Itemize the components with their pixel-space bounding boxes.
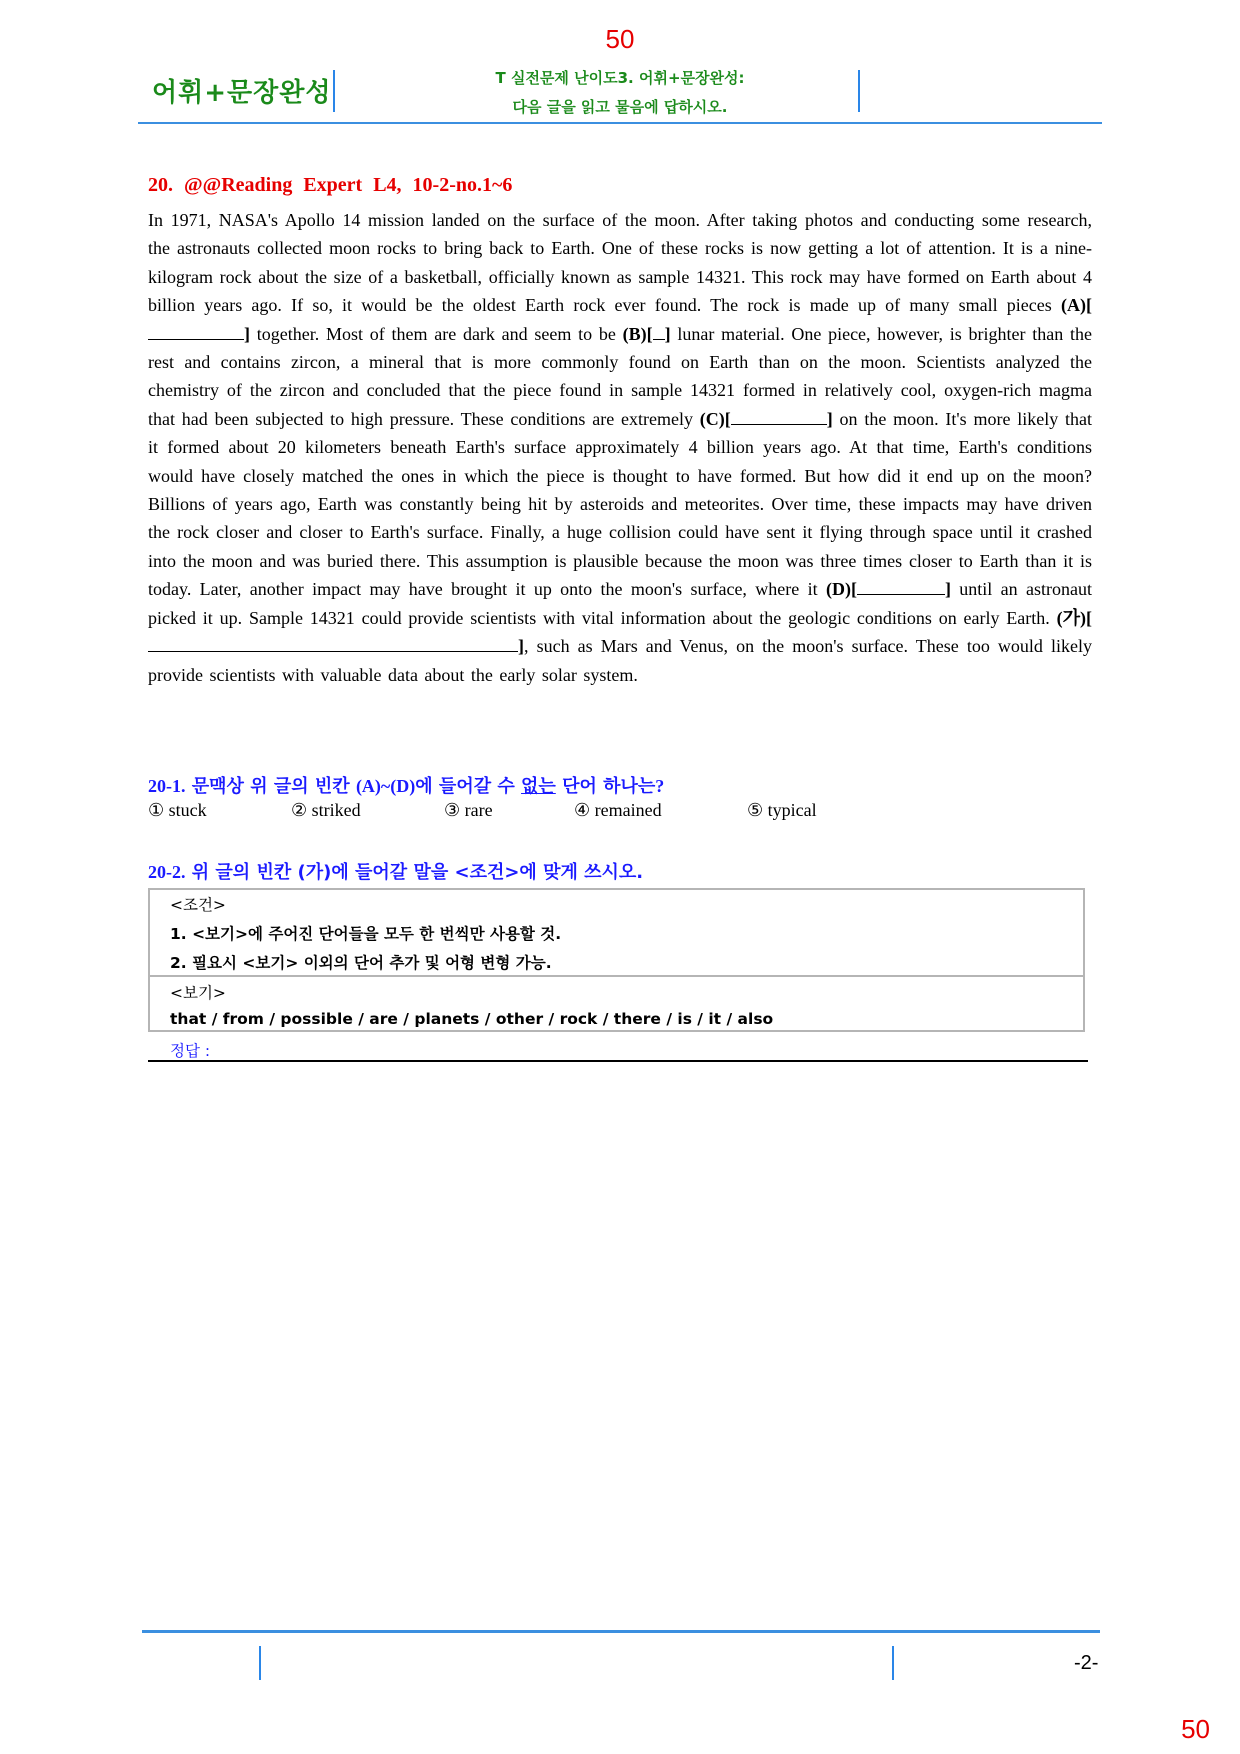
bracket-close-a: ]: [244, 323, 250, 344]
blank-b-label: (B)[: [622, 323, 653, 344]
passage-text-4: on the moon. It's more likely that it formed about 20 kilometers beneath Earth's surface approximately 4 billion years ago. At that time, Earth's conditions would have closely matched the ones in which the piece is thought to have formed. But how did it end up on the moon? Billions of years ago, Earth was constantly being hit by asteroids and meteorites. Over time, these impacts may have driven the rock closer and closer to Earth's surface. Finally, a huge collision could have sent it flying through space until it crashed into the moon and was buried there. This assumption is plausible because the moon was three times closer to Earth than it is today. Later, another impact may have brought it up onto the moon's surface, where it: [148, 408, 1093, 600]
bracket-close-b: ]: [664, 323, 671, 344]
blank-d[interactable]: [857, 578, 945, 595]
choice-4[interactable]: [574, 800, 662, 821]
bogi-header: <보기>: [170, 984, 226, 1002]
choice-5[interactable]: [747, 800, 817, 821]
header-subtitle-line2: 다음 글을 읽고 물음에 답하시오.: [512, 98, 728, 116]
header-rule: [138, 122, 1102, 124]
sub-question-2-text-after: 에 들어갈 말을 <조건>에 맞게 쓰시오.: [331, 862, 644, 883]
answer-label: 정답 :: [170, 1042, 211, 1060]
choice-5-marker: ⑤: [747, 800, 764, 820]
footer-divider-left: [259, 1646, 261, 1680]
conditions-divider: [148, 975, 1085, 977]
blank-a[interactable]: [148, 323, 244, 340]
blank-d-label: (D)[: [825, 579, 857, 600]
choice-1-text: stuck: [168, 800, 207, 820]
sub-question-1-number: 20-1.: [148, 776, 186, 796]
header-divider-right: [858, 70, 860, 112]
sub-question-1-text-mid: 에 들어갈 수: [415, 776, 522, 797]
bracket-close-ga: ]: [518, 636, 524, 657]
passage: [148, 206, 1092, 689]
choice-2-marker: ②: [291, 800, 308, 820]
choice-1-marker: ①: [148, 800, 165, 820]
sub-question-1-range: (A)~(D): [355, 776, 416, 796]
choice-3-marker: ③: [444, 800, 461, 820]
sub-question-1-text: 문맥상 위 글의 빈칸: [185, 776, 356, 797]
choice-2-text: striked: [311, 800, 361, 820]
blank-ga[interactable]: [148, 635, 518, 652]
passage-text-5: until an astronaut picked it up. Sample 14321 could provide scientists with vital information about the geologic conditions on early Earth.: [148, 579, 1092, 628]
header-divider-left: [333, 70, 335, 112]
page-number-top: 50: [605, 24, 635, 54]
bracket-close-d: ]: [944, 579, 951, 600]
header-subtitle: [400, 64, 840, 122]
footer-divider-right: [892, 1646, 894, 1680]
passage-text-6: , such as Mars and Venus, on the moon's surface. These too would likely provide scientists with valuable data about the early solar system.: [148, 636, 1092, 685]
condition-1: 1. <보기>에 주어진 단어들을 모두 한 번씩만 사용할 것.: [170, 925, 562, 943]
sub-question-1-text-after: 단어 하나는: [555, 776, 656, 797]
sub-question-2: [148, 858, 643, 884]
passage-text-2: together. Most of them are dark and seem to be: [250, 323, 623, 344]
sub-question-2-number: 20-2.: [148, 862, 186, 882]
conditions-header: <조건>: [170, 896, 226, 914]
choice-4-marker: ④: [574, 800, 591, 820]
blank-c[interactable]: [731, 408, 827, 425]
sub-question-1: [148, 772, 664, 798]
footer-rule: [142, 1630, 1100, 1633]
choice-3-text: rare: [464, 800, 493, 820]
choice-4-text: remained: [594, 800, 662, 820]
choice-3[interactable]: [444, 800, 493, 821]
question-title: 20. @@Reading Expert L4, 10-2-no.1~6: [148, 174, 513, 196]
sub-question-2-text: 위 글의 빈칸: [185, 862, 298, 883]
blank-b[interactable]: [653, 323, 665, 340]
bogi-words: that / from / possible / are / planets / other / rock / there / is / it / also: [170, 1010, 774, 1028]
passage-text-3: lunar material. One piece, however, is brighter than the rest and contains zircon, a mineral that is more commonly found on Earth than on the moon. Scientists analyzed the chemistry of the zircon and concluded that the piece found in sample 14321 formed in relatively cool, oxygen-rich magma that had been subjected to high pressure. These conditions are extremely: [148, 323, 1093, 429]
footer-page-marker: -2-: [1074, 1652, 1099, 1674]
blank-a-label: (A)[: [1061, 295, 1092, 316]
blank-c-label: (C)[: [699, 408, 731, 429]
blank-ga-label: (가)[: [1056, 607, 1092, 628]
sub-question-2-range: (가): [297, 862, 332, 883]
header-subtitle-line1: T 실전문제 난이도3. 어휘+문장완성:: [495, 69, 745, 87]
passage-text-1: In 1971, NASA's Apollo 14 mission landed on the surface of the moon. After taking photos and conducting some research, the astronauts collected moon rocks to bring back to Earth. One of these rocks is now getting a lot of attention. It is a nine-kilogram rock about the size of a basketball, officially known as sample 14321. This rock may have formed on Earth about 4 billion years ago. If so, it would be the oldest Earth rock ever found. The rock is made up of many small pieces: [148, 210, 1092, 316]
page-number-bottom: 50: [1181, 1714, 1210, 1744]
bracket-close-c: ]: [826, 408, 833, 429]
choice-5-text: typical: [767, 800, 817, 820]
choice-1[interactable]: [148, 800, 207, 821]
sub-question-1-qmark: ?: [655, 776, 665, 796]
sub-question-1-underlined: 없는: [521, 776, 556, 797]
condition-2: 2. 필요시 <보기> 이외의 단어 추가 및 어형 변형 가능.: [170, 954, 552, 972]
section-title: 어휘+문장완성: [152, 78, 332, 108]
answer-line[interactable]: [148, 1060, 1088, 1062]
choice-2[interactable]: [291, 800, 361, 821]
